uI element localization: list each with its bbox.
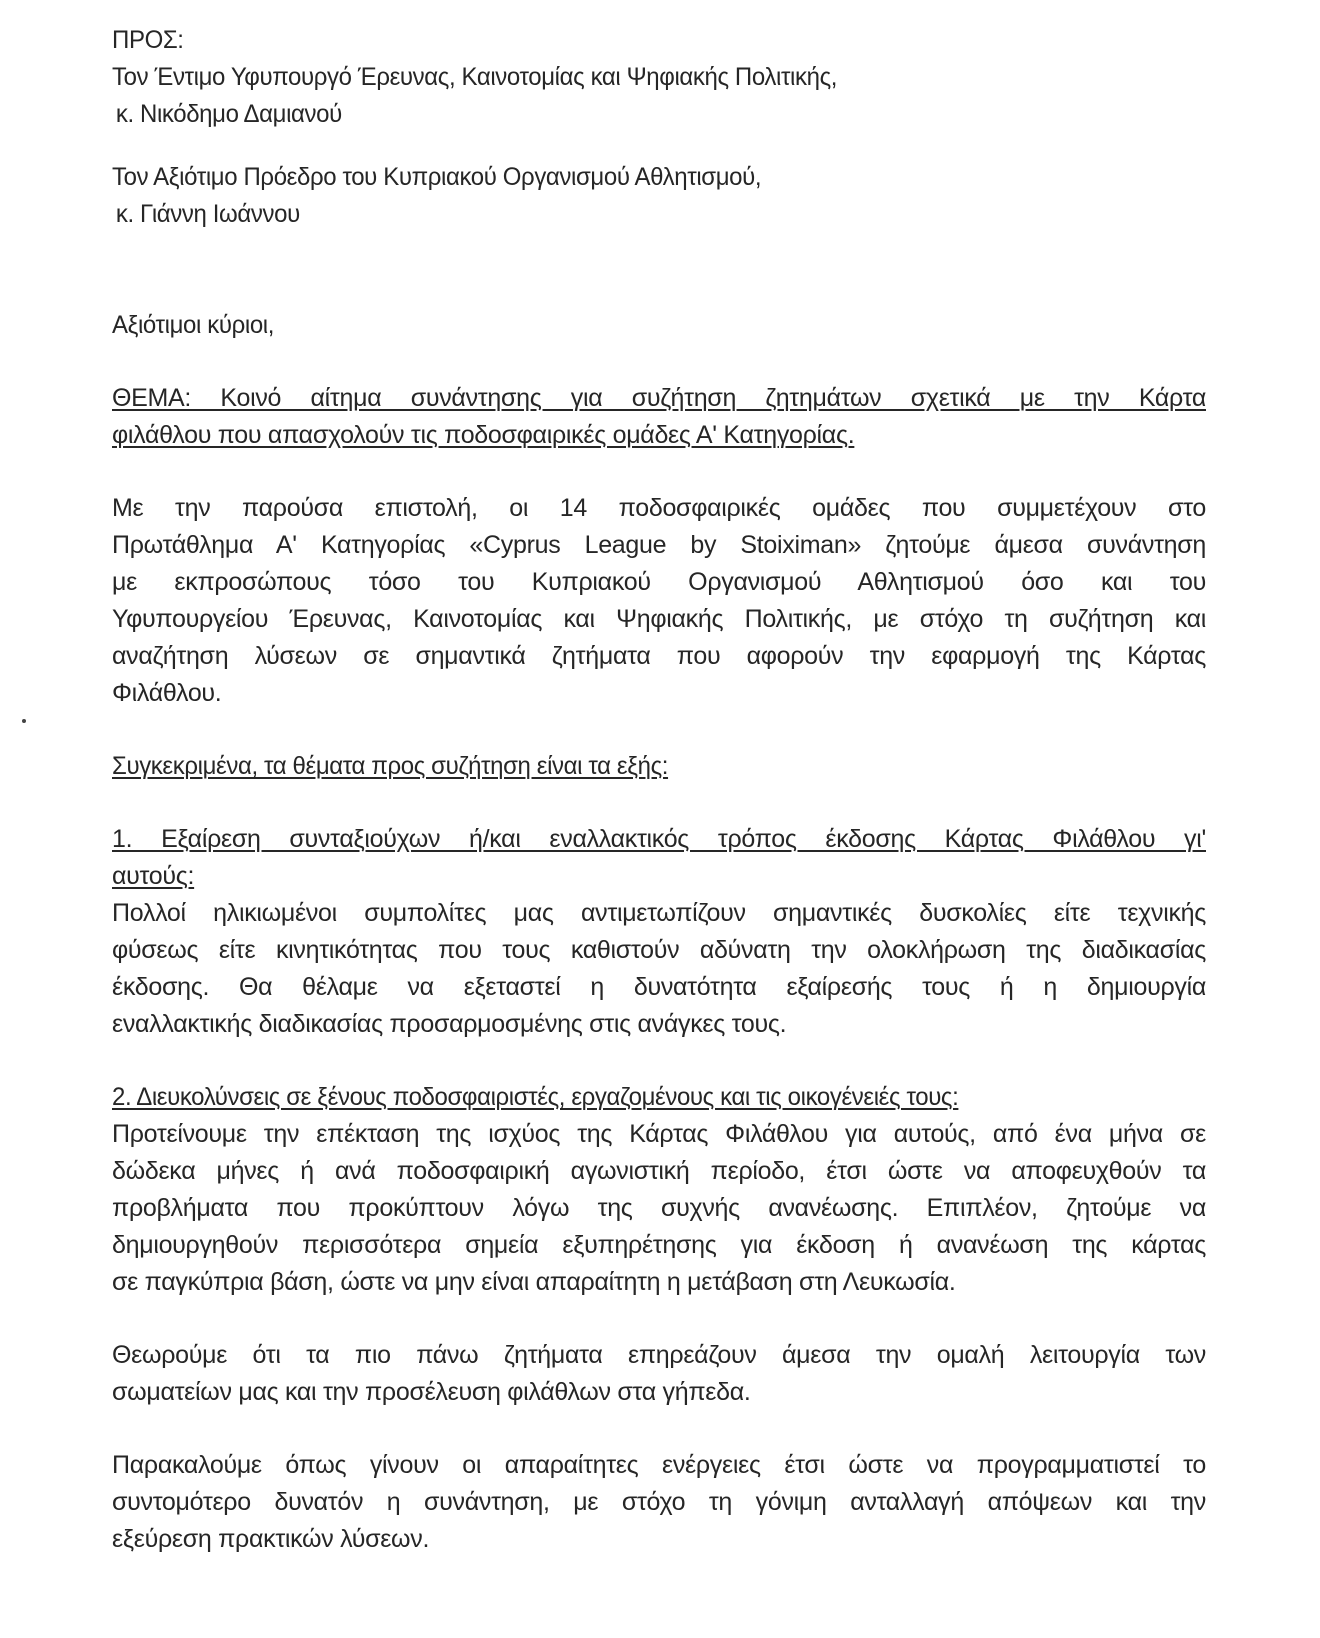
recipient-2-title: Τον Αξιότιμο Πρόεδρο του Κυπριακού Οργανισμού Αθλητισμού, [112,163,762,191]
topic-body-line: εναλλακτικής διαδικασίας προσαρμοσμένης στις ανάγκες τους. [112,1010,787,1038]
subject-line-2: φιλάθλου που απασχολούν τις ποδοσφαιρικές ομάδες Α' Κατηγορίας. [112,421,855,449]
subject-line [112,380,1206,454]
topic-1-title [112,821,1206,895]
intro-line: αναζήτηση λύσεων σε σημαντικά ζητήματα που αφορούν την εφαρμογή της Κάρτας [112,642,1206,670]
topic-body-line: δώδεκα μήνες ή ανά ποδοσφαιρική αγωνιστική περίοδο, έτσι ώστε να αποφευχθούν τα [112,1157,1206,1185]
topic-title-line: αυτούς: [112,862,195,890]
closing-line: εξεύρεση πρακτικών λύσεων. [112,1525,430,1553]
closing-line: συντομότερο δυνατόν η συνάντηση, με στόχο τη γόνιμη ανταλλαγή απόψεων και την [112,1488,1206,1516]
topic-title-line: 1. Εξαίρεση συνταξιούχων ή/και εναλλακτικός τρόπος έκδοσης Κάρτας Φιλάθλου γι' [112,825,1206,853]
subject-line-1: ΘΕΜΑ: Κοινό αίτημα συνάντησης για συζήτηση ζητημάτων σχετικά με την Κάρτα [112,384,1206,412]
topic-1 [112,821,1206,1043]
topic-2-body [112,1116,1206,1301]
closing-line: σωματείων μας και την προσέλευση φιλάθλων στα γήπεδα. [112,1378,751,1406]
topic-body-line: έκδοσης. Θα θέλαμε να εξεταστεί η δυνατότητα εξαίρεσής τους ή η δημιουργία [112,973,1206,1001]
topics-heading: Συγκεκριμένα, τα θέματα προς συζήτηση είναι τα εξής: [112,752,669,780]
recipients-heading: ΠΡΟΣ: [112,26,184,54]
salutation: Αξιότιμοι κύριοι, [112,311,275,339]
topic-body-line: Πολλοί ηλικιωμένοι συμπολίτες μας αντιμετωπίζουν σημαντικές δυσκολίες είτε τεχνικής [112,899,1206,927]
recipient-1-title: Τον Έντιμο Υφυπουργό Έρευνας, Καινοτομίας και Ψηφιακής Πολιτικής, [112,63,838,91]
recipient-1-name: κ. Νικόδημο Δαμιανού [115,100,342,128]
topic-2-title: 2. Διευκολύνσεις σε ξένους ποδοσφαιριστές, εργαζομένους και τις οικογένειές τους: [112,1083,959,1111]
intro-line: Υφυπουργείου Έρευνας, Καινοτομίας και Ψηφιακής Πολιτικής, με στόχο τη συζήτηση και [112,605,1206,633]
letter-page [112,22,1206,1558]
intro-line: με εκπροσώπους τόσο του Κυπριακού Οργανισμού Αθλητισμού όσο και του [112,568,1206,596]
intro-line: Πρωτάθλημα Α' Κατηγορίας «Cyprus League by Stoiximan» ζητούμε άμεσα συνάντηση [112,531,1206,559]
topic-body-line: φύσεως είτε κινητικότητας που τους καθιστούν αδύνατη την ολοκλήρωση της διαδικασίας [112,936,1206,964]
scan-speck [22,719,26,723]
intro-line: Με την παρούσα επιστολή, οι 14 ποδοσφαιρικές ομάδες που συμμετέχουν στο [112,494,1206,522]
topic-body-line: Προτείνουμε την επέκταση της ισχύος της Κάρτας Φιλάθλου για αυτούς, από ένα μήνα σε [112,1120,1206,1148]
recipient-2-name: κ. Γιάννη Ιωάννου [115,200,300,228]
closing-line: Θεωρούμε ότι τα πιο πάνω ζητήματα επηρεάζουν άμεσα την ομαλή λειτουργία των [112,1341,1206,1369]
recipients-block [112,22,1206,233]
intro-paragraph [112,490,1206,712]
closing-line: Παρακαλούμε όπως γίνουν οι απαραίτητες ενέργειες έτσι ώστε να προγραμματιστεί το [112,1451,1206,1479]
closing-paragraph-2 [112,1447,1206,1558]
topic-body-line: σε παγκύπρια βάση, ώστε να μην είναι απαραίτητη η μετάβαση στη Λευκωσία. [112,1268,956,1296]
topic-body-line: δημιουργηθούν περισσότερα σημεία εξυπηρέτησης για έκδοση ή ανανέωση της κάρτας [112,1231,1206,1259]
topic-1-body [112,895,1206,1043]
topic-body-line: προβλήματα που προκύπτουν λόγω της συχνής ανανέωσης. Επιπλέον, ζητούμε να [112,1194,1206,1222]
closing-paragraph-1 [112,1337,1206,1411]
intro-line: Φιλάθλου. [112,679,222,707]
topic-2 [112,1079,1206,1301]
